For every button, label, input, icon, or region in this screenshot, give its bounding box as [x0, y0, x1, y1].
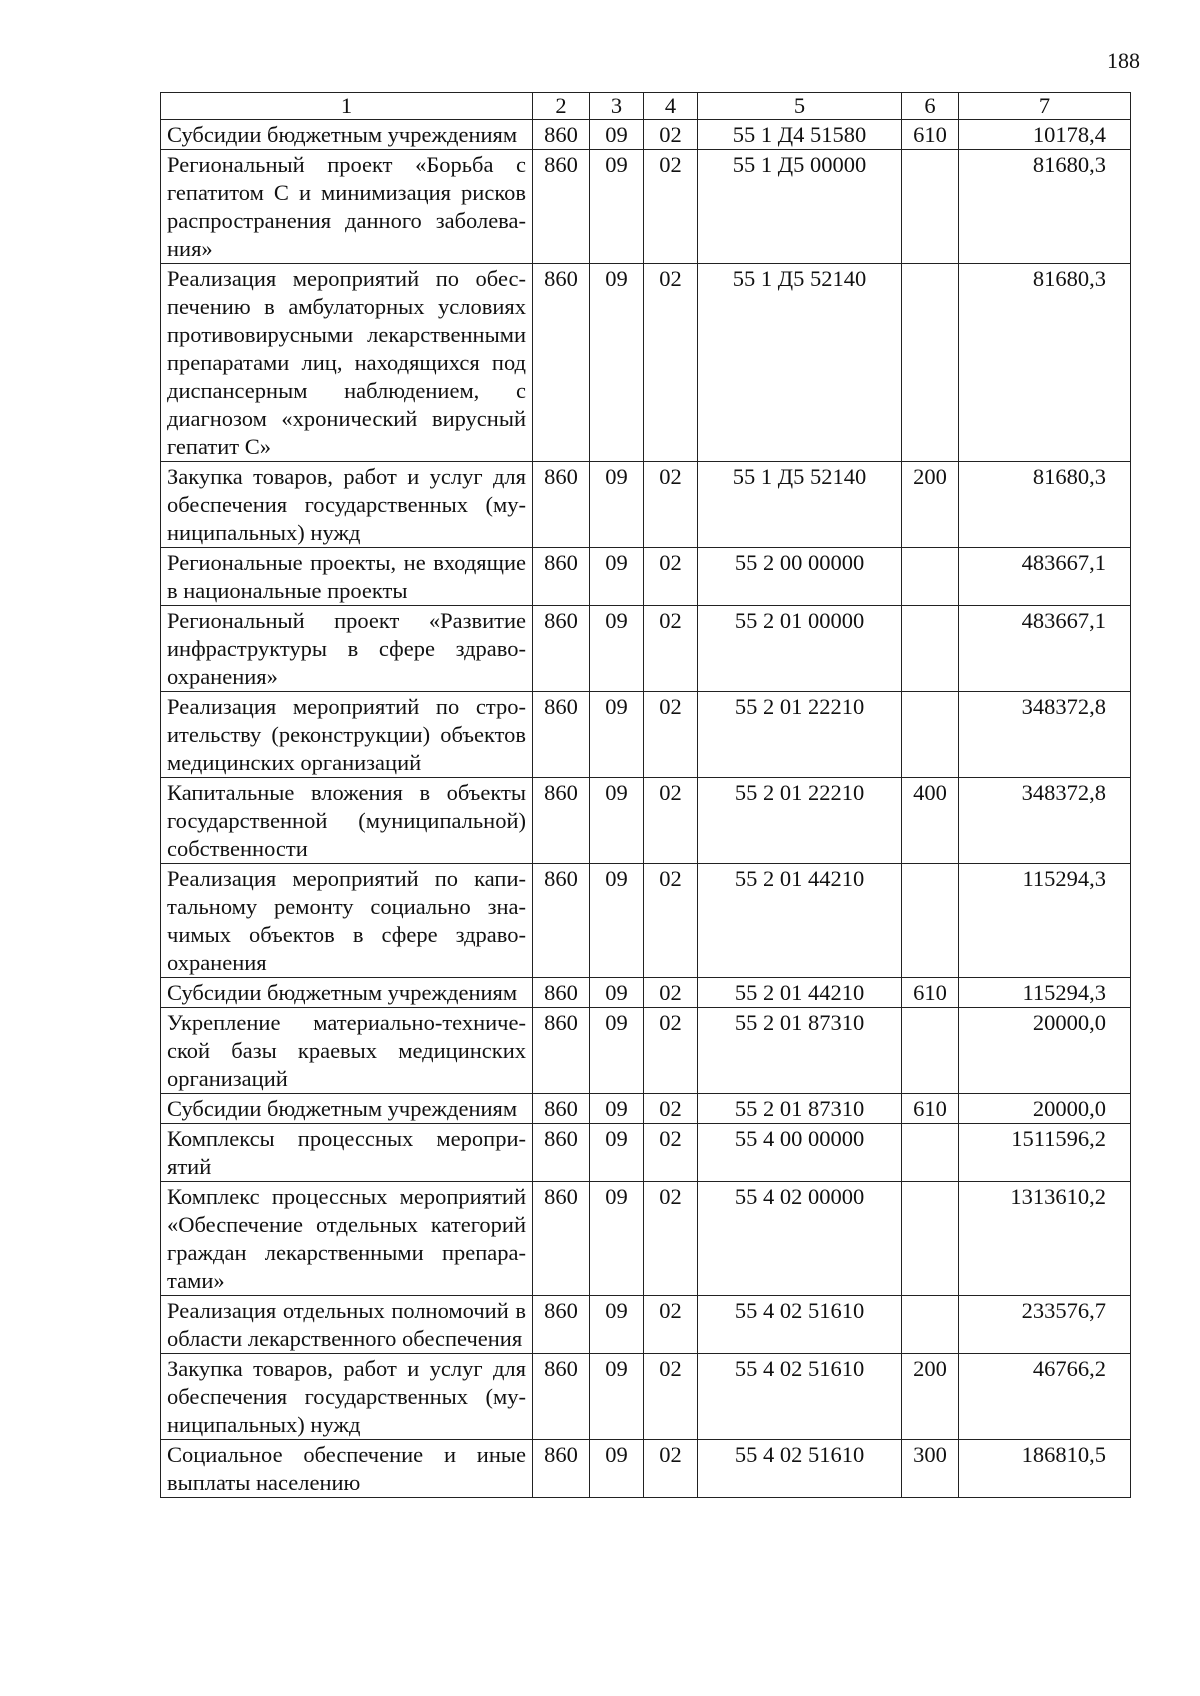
- target-article-cell: 55 1 Д5 52140: [698, 462, 902, 548]
- table-header: [161, 93, 1131, 120]
- amount-cell: 348372,8: [959, 778, 1131, 864]
- target-article-cell: 55 2 01 22210: [698, 692, 902, 778]
- target-article-cell: 55 4 02 00000: [698, 1182, 902, 1296]
- section-code-cell: 09: [590, 978, 644, 1008]
- subsection-code-cell: 02: [644, 150, 698, 264]
- table-row: [161, 978, 1131, 1008]
- section-code-cell: 09: [590, 462, 644, 548]
- target-article-cell: 55 2 01 44210: [698, 978, 902, 1008]
- ministry-code-cell: 860: [533, 1124, 590, 1182]
- expense-type-cell: [902, 692, 959, 778]
- amount-cell: 1511596,2: [959, 1124, 1131, 1182]
- target-article-cell: 55 4 02 51610: [698, 1354, 902, 1440]
- ministry-code-cell: 860: [533, 150, 590, 264]
- column-header: 6: [902, 93, 959, 120]
- expense-type-cell: 610: [902, 1094, 959, 1124]
- section-code-cell: 09: [590, 1296, 644, 1354]
- table-row: [161, 1296, 1131, 1354]
- row-name-cell: Субсидии бюджетным учреждениям: [161, 1094, 533, 1124]
- expense-type-cell: [902, 548, 959, 606]
- subsection-code-cell: 02: [644, 548, 698, 606]
- page-number: 188: [1107, 48, 1140, 73]
- expense-type-cell: [902, 864, 959, 978]
- ministry-code-cell: 860: [533, 264, 590, 462]
- ministry-code-cell: 860: [533, 778, 590, 864]
- expense-type-cell: [902, 606, 959, 692]
- column-header: 7: [959, 93, 1131, 120]
- subsection-code-cell: 02: [644, 864, 698, 978]
- section-code-cell: 09: [590, 1124, 644, 1182]
- expense-type-cell: 610: [902, 120, 959, 150]
- target-article-cell: 55 4 02 51610: [698, 1440, 902, 1498]
- column-header: 5: [698, 93, 902, 120]
- table-row: [161, 778, 1131, 864]
- subsection-code-cell: 02: [644, 1094, 698, 1124]
- table-row: [161, 1440, 1131, 1498]
- amount-cell: 233576,7: [959, 1296, 1131, 1354]
- expense-type-cell: 200: [902, 462, 959, 548]
- ministry-code-cell: 860: [533, 978, 590, 1008]
- amount-cell: 20000,0: [959, 1094, 1131, 1124]
- expense-type-cell: [902, 1296, 959, 1354]
- section-code-cell: 09: [590, 1008, 644, 1094]
- section-code-cell: 09: [590, 548, 644, 606]
- ministry-code-cell: 860: [533, 1354, 590, 1440]
- column-header: 1: [161, 93, 533, 120]
- amount-cell: 46766,2: [959, 1354, 1131, 1440]
- section-code-cell: 09: [590, 264, 644, 462]
- section-code-cell: 09: [590, 1094, 644, 1124]
- ministry-code-cell: 860: [533, 1182, 590, 1296]
- row-name-cell: Субсидии бюджетным учреждениям: [161, 978, 533, 1008]
- table-row: [161, 1008, 1131, 1094]
- row-name-cell: Социальное обеспечение и иные выплаты населению: [161, 1440, 533, 1498]
- amount-cell: 483667,1: [959, 606, 1131, 692]
- ministry-code-cell: 860: [533, 462, 590, 548]
- subsection-code-cell: 02: [644, 1124, 698, 1182]
- expense-type-cell: 400: [902, 778, 959, 864]
- target-article-cell: 55 1 Д5 52140: [698, 264, 902, 462]
- section-code-cell: 09: [590, 1440, 644, 1498]
- row-name-cell: Субсидии бюджетным учреждениям: [161, 120, 533, 150]
- ministry-code-cell: 860: [533, 548, 590, 606]
- amount-cell: 81680,3: [959, 150, 1131, 264]
- row-name-cell: Закупка товаров, работ и услуг для обеспечения государственных (муниципальных) нужд: [161, 1354, 533, 1440]
- subsection-code-cell: 02: [644, 978, 698, 1008]
- target-article-cell: 55 2 01 87310: [698, 1094, 902, 1124]
- row-name-cell: Региональный проект «Борьба с гепатитом С и минимизация рисков распространения данного заболевания»: [161, 150, 533, 264]
- subsection-code-cell: 02: [644, 1182, 698, 1296]
- subsection-code-cell: 02: [644, 462, 698, 548]
- amount-cell: 81680,3: [959, 264, 1131, 462]
- table-row: [161, 1094, 1131, 1124]
- table-body: [161, 120, 1131, 1498]
- amount-cell: 81680,3: [959, 462, 1131, 548]
- column-header: 4: [644, 93, 698, 120]
- row-name-cell: Региональный проект «Развитие инфраструктуры в сфере здравоохранения»: [161, 606, 533, 692]
- row-name-cell: Комплексы процессных мероприятий: [161, 1124, 533, 1182]
- amount-cell: 483667,1: [959, 548, 1131, 606]
- row-name-cell: Реализация мероприятий по капитальному ремонту социально значимых объектов в сфере здравоохранения: [161, 864, 533, 978]
- section-code-cell: 09: [590, 692, 644, 778]
- ministry-code-cell: 860: [533, 1094, 590, 1124]
- target-article-cell: 55 1 Д5 00000: [698, 150, 902, 264]
- target-article-cell: 55 4 02 51610: [698, 1296, 902, 1354]
- row-name-cell: Укрепление материально-технической базы краевых медицинских организаций: [161, 1008, 533, 1094]
- ministry-code-cell: 860: [533, 120, 590, 150]
- ministry-code-cell: 860: [533, 606, 590, 692]
- table-row: [161, 864, 1131, 978]
- row-name-cell: Региональные проекты, не входящие в национальные проекты: [161, 548, 533, 606]
- ministry-code-cell: 860: [533, 864, 590, 978]
- expense-type-cell: 300: [902, 1440, 959, 1498]
- column-header: 3: [590, 93, 644, 120]
- target-article-cell: 55 2 01 87310: [698, 1008, 902, 1094]
- ministry-code-cell: 860: [533, 692, 590, 778]
- section-code-cell: 09: [590, 150, 644, 264]
- row-name-cell: Реализация мероприятий по строительству (реконструкции) объектов медицинских организаций: [161, 692, 533, 778]
- section-code-cell: 09: [590, 778, 644, 864]
- expense-type-cell: [902, 1182, 959, 1296]
- table-row: [161, 462, 1131, 548]
- row-name-cell: Реализация отдельных полномочий в области лекарственного обеспечения: [161, 1296, 533, 1354]
- subsection-code-cell: 02: [644, 606, 698, 692]
- table-row: [161, 1124, 1131, 1182]
- table-row: [161, 606, 1131, 692]
- target-article-cell: 55 2 01 00000: [698, 606, 902, 692]
- amount-cell: 348372,8: [959, 692, 1131, 778]
- expense-type-cell: [902, 1124, 959, 1182]
- subsection-code-cell: 02: [644, 778, 698, 864]
- table-row: [161, 1182, 1131, 1296]
- section-code-cell: 09: [590, 1182, 644, 1296]
- section-code-cell: 09: [590, 1354, 644, 1440]
- expense-type-cell: 200: [902, 1354, 959, 1440]
- amount-cell: 10178,4: [959, 120, 1131, 150]
- row-name-cell: Реализация мероприятий по обеспечению в амбулаторных условиях противовирусными лекарственными препаратами лиц, находящихся под диспансерным наблюдением, с диагнозом «хронический вирусный гепатит С»: [161, 264, 533, 462]
- target-article-cell: 55 1 Д4 51580: [698, 120, 902, 150]
- target-article-cell: 55 2 01 44210: [698, 864, 902, 978]
- amount-cell: 186810,5: [959, 1440, 1131, 1498]
- subsection-code-cell: 02: [644, 264, 698, 462]
- amount-cell: 1313610,2: [959, 1182, 1131, 1296]
- header-row: [161, 93, 1131, 120]
- expense-type-cell: [902, 150, 959, 264]
- ministry-code-cell: 860: [533, 1440, 590, 1498]
- row-name-cell: Капитальные вложения в объекты государственной (муниципальной) собственности: [161, 778, 533, 864]
- row-name-cell: Комплекс процессных мероприятий «Обеспечение отдельных категорий граждан лекарственными препаратами»: [161, 1182, 533, 1296]
- target-article-cell: 55 2 00 00000: [698, 548, 902, 606]
- section-code-cell: 09: [590, 120, 644, 150]
- table-row: [161, 150, 1131, 264]
- subsection-code-cell: 02: [644, 1440, 698, 1498]
- expense-type-cell: [902, 1008, 959, 1094]
- row-name-cell: Закупка товаров, работ и услуг для обеспечения государственных (муниципальных) нужд: [161, 462, 533, 548]
- expense-type-cell: 610: [902, 978, 959, 1008]
- table-row: [161, 692, 1131, 778]
- subsection-code-cell: 02: [644, 1008, 698, 1094]
- ministry-code-cell: 860: [533, 1296, 590, 1354]
- column-header: 2: [533, 93, 590, 120]
- section-code-cell: 09: [590, 864, 644, 978]
- table-row: [161, 1354, 1131, 1440]
- amount-cell: 115294,3: [959, 978, 1131, 1008]
- table-row: [161, 548, 1131, 606]
- table-row: [161, 264, 1131, 462]
- expense-type-cell: [902, 264, 959, 462]
- target-article-cell: 55 4 00 00000: [698, 1124, 902, 1182]
- target-article-cell: 55 2 01 22210: [698, 778, 902, 864]
- amount-cell: 115294,3: [959, 864, 1131, 978]
- subsection-code-cell: 02: [644, 692, 698, 778]
- budget-table: [160, 92, 1131, 1498]
- table-row: [161, 120, 1131, 150]
- subsection-code-cell: 02: [644, 120, 698, 150]
- subsection-code-cell: 02: [644, 1354, 698, 1440]
- section-code-cell: 09: [590, 606, 644, 692]
- amount-cell: 20000,0: [959, 1008, 1131, 1094]
- ministry-code-cell: 860: [533, 1008, 590, 1094]
- subsection-code-cell: 02: [644, 1296, 698, 1354]
